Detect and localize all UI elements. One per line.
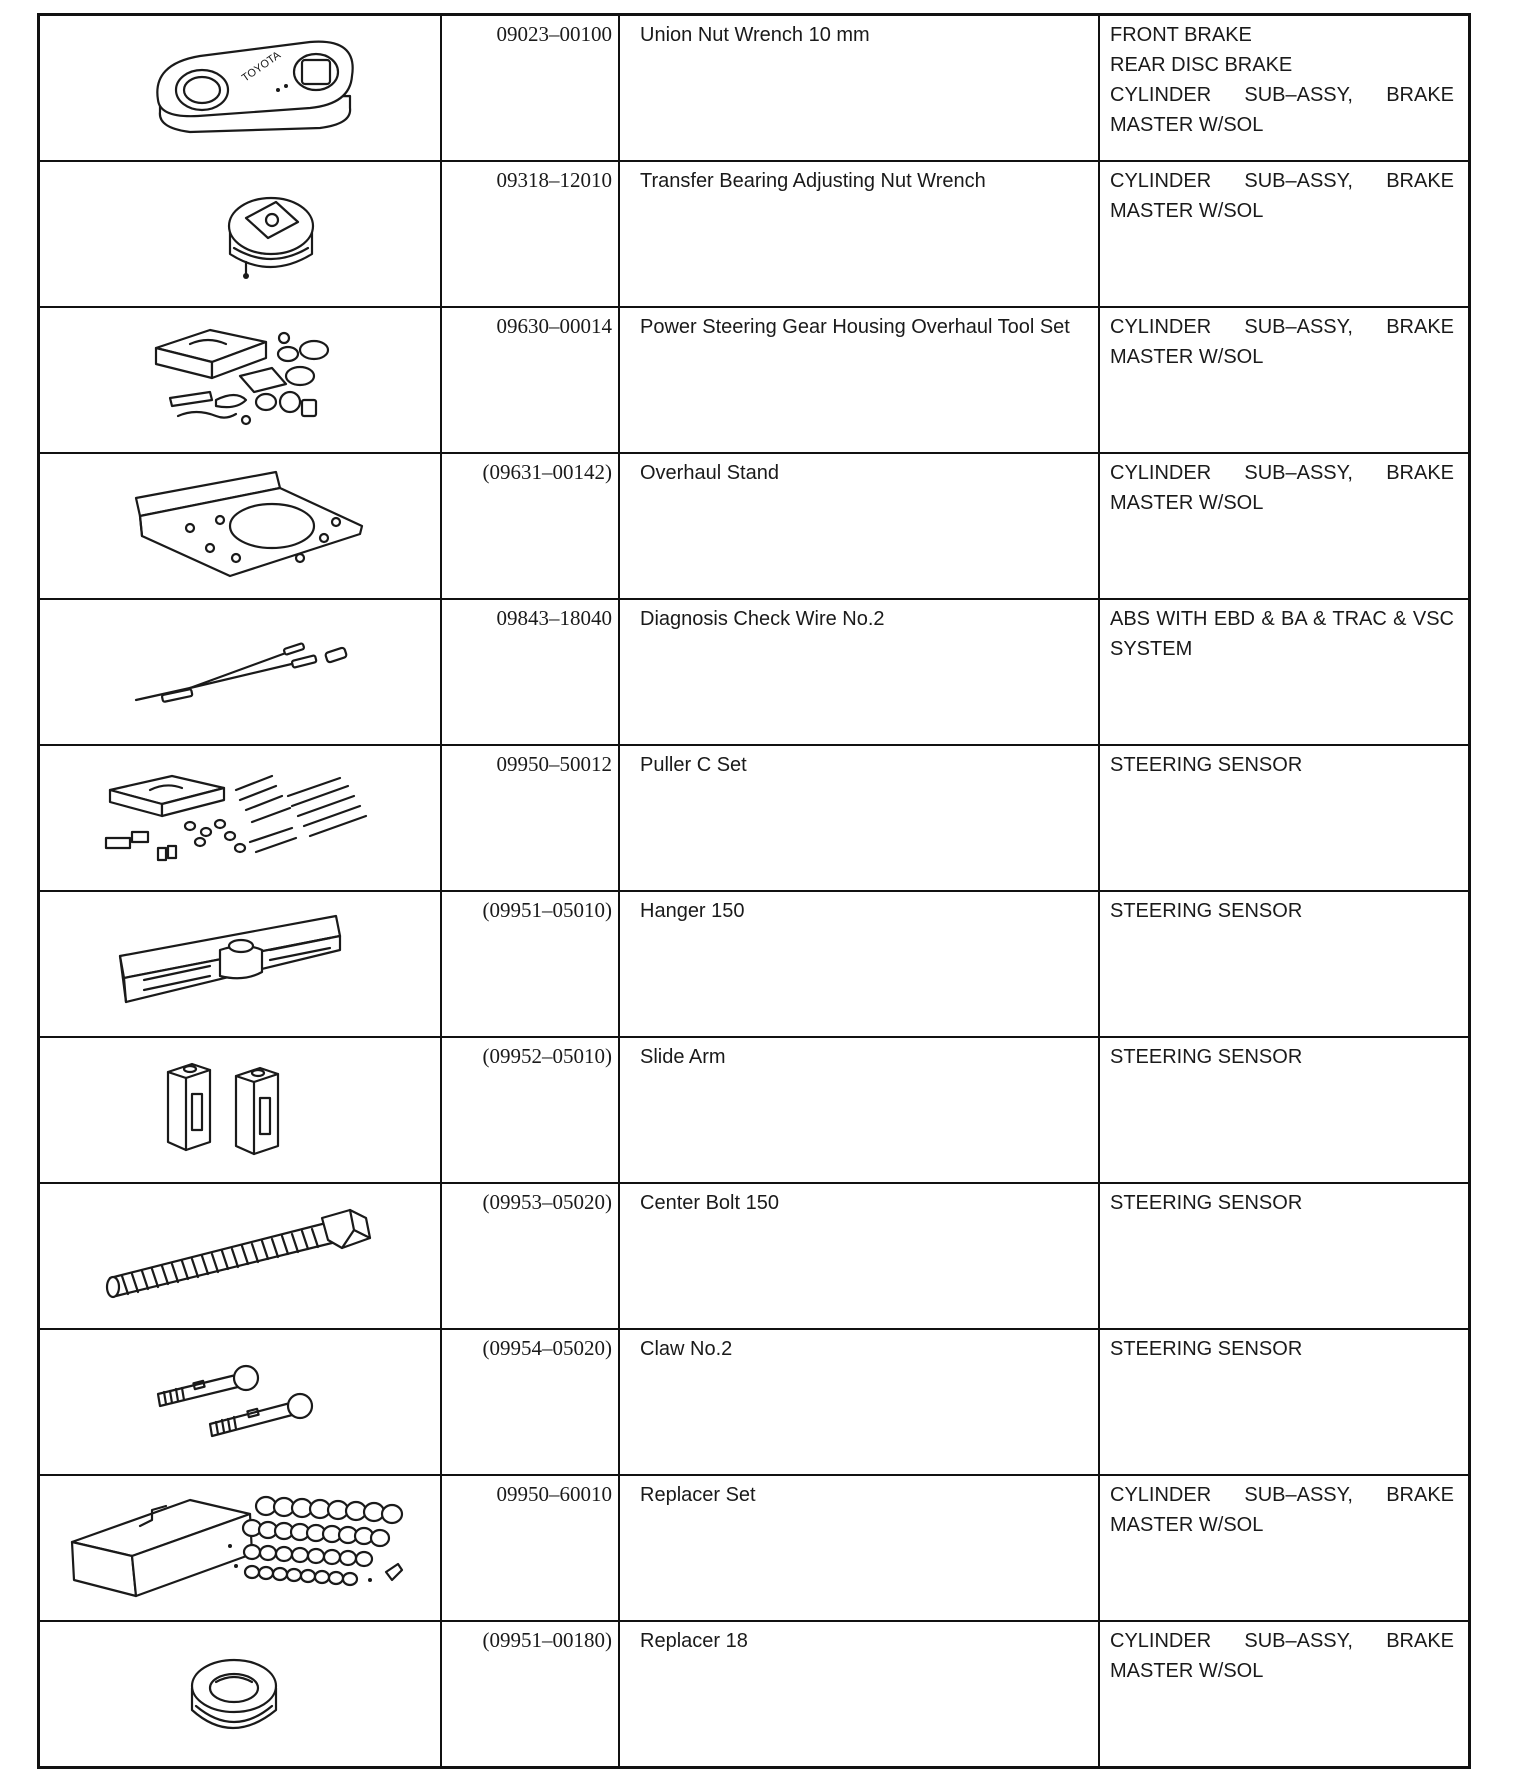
reference-procedure	[1099, 599, 1470, 745]
part-number: 09630–00014	[441, 307, 619, 453]
union-nut-wrench-icon	[40, 16, 440, 154]
tool-illustration	[39, 15, 442, 162]
tool-name: Hanger 150	[619, 891, 1099, 1037]
part-number: (09631–00142)	[441, 453, 619, 599]
reference-line: STEERING SENSOR	[1110, 900, 1303, 922]
part-number: (09951–00180)	[441, 1621, 619, 1768]
table-row	[39, 1475, 1470, 1621]
reference-line: STEERING SENSOR	[1110, 1338, 1303, 1360]
reference-procedure	[1099, 745, 1470, 891]
claw-icon	[40, 1330, 440, 1468]
replacer-set-icon	[40, 1476, 440, 1614]
tool-illustration	[39, 1329, 442, 1475]
part-number: (09952–05010)	[441, 1037, 619, 1183]
reference-procedure	[1099, 1475, 1470, 1621]
reference-procedure	[1099, 453, 1470, 599]
tool-set-case-icon	[40, 308, 440, 446]
tool-name: Diagnosis Check Wire No.2	[619, 599, 1099, 745]
reference-procedure	[1099, 1037, 1470, 1183]
special-service-tools-table	[37, 13, 1471, 1769]
tool-name: Overhaul Stand	[619, 453, 1099, 599]
reference-line: ABS WITH EBD & BA & TRAC & VSC	[1110, 608, 1454, 630]
reference-line: CYLINDER SUB–ASSY, BRAKE	[1110, 1484, 1454, 1506]
reference-line: STEERING SENSOR	[1110, 754, 1303, 776]
reference-line: CYLINDER SUB–ASSY, BRAKE	[1110, 462, 1454, 484]
table-row	[39, 161, 1470, 307]
tool-name: Replacer 18	[619, 1621, 1099, 1768]
part-number: 09950–50012	[441, 745, 619, 891]
tool-illustration	[39, 1183, 442, 1329]
table-row	[39, 891, 1470, 1037]
tool-illustration	[39, 1475, 442, 1621]
table-row	[39, 453, 1470, 599]
tool-name: Puller C Set	[619, 745, 1099, 891]
tool-illustration	[39, 1037, 442, 1183]
tool-name: Slide Arm	[619, 1037, 1099, 1183]
reference-procedure	[1099, 15, 1470, 162]
reference-procedure	[1099, 1183, 1470, 1329]
reference-procedure	[1099, 161, 1470, 307]
check-wire-icon	[40, 600, 440, 738]
tool-name: Replacer Set	[619, 1475, 1099, 1621]
reference-line: CYLINDER SUB–ASSY, BRAKE	[1110, 84, 1454, 106]
reference-line: CYLINDER SUB–ASSY, BRAKE	[1110, 1630, 1454, 1652]
svg-text:TOYOTA: TOYOTA	[239, 49, 283, 85]
table-row	[39, 1183, 1470, 1329]
part-number: 09950–60010	[441, 1475, 619, 1621]
table-row	[39, 599, 1470, 745]
tool-name: Transfer Bearing Adjusting Nut Wrench	[619, 161, 1099, 307]
tool-illustration	[39, 453, 442, 599]
reference-procedure	[1099, 1329, 1470, 1475]
tool-name: Claw No.2	[619, 1329, 1099, 1475]
tool-name: Union Nut Wrench 10 mm	[619, 15, 1099, 162]
tool-illustration	[39, 599, 442, 745]
part-number: (09954–05020)	[441, 1329, 619, 1475]
reference-line: MASTER W/SOL	[1110, 492, 1264, 514]
tool-illustration	[39, 891, 442, 1037]
tool-name: Center Bolt 150	[619, 1183, 1099, 1329]
replacer-ring-icon	[40, 1622, 440, 1760]
part-number: 09843–18040	[441, 599, 619, 745]
table-row	[39, 1037, 1470, 1183]
tool-name: Power Steering Gear Housing Overhaul Tool Set	[619, 307, 1099, 453]
puller-set-icon	[40, 746, 440, 884]
reference-line: MASTER W/SOL	[1110, 200, 1264, 222]
reference-procedure	[1099, 891, 1470, 1037]
hanger-icon	[40, 892, 440, 1030]
part-number: 09318–12010	[441, 161, 619, 307]
reference-line: CYLINDER SUB–ASSY, BRAKE	[1110, 316, 1454, 338]
reference-line: MASTER W/SOL	[1110, 346, 1264, 368]
reference-line: CYLINDER SUB–ASSY, BRAKE	[1110, 170, 1454, 192]
tool-illustration	[39, 307, 442, 453]
reference-line: MASTER W/SOL	[1110, 114, 1264, 136]
reference-procedure	[1099, 307, 1470, 453]
reference-line: MASTER W/SOL	[1110, 1660, 1264, 1682]
tool-illustration	[39, 161, 442, 307]
part-number: (09953–05020)	[441, 1183, 619, 1329]
reference-line: FRONT BRAKE	[1110, 24, 1252, 46]
reference-line: REAR DISC BRAKE	[1110, 54, 1293, 76]
reference-line: STEERING SENSOR	[1110, 1192, 1303, 1214]
tool-illustration	[39, 745, 442, 891]
reference-line: MASTER W/SOL	[1110, 1514, 1264, 1536]
table-row	[39, 15, 1470, 162]
center-bolt-icon	[40, 1184, 440, 1322]
bearing-nut-wrench-icon	[40, 162, 440, 300]
table-row	[39, 307, 1470, 453]
table-row	[39, 745, 1470, 891]
reference-line: STEERING SENSOR	[1110, 1046, 1303, 1068]
overhaul-stand-icon	[40, 454, 440, 592]
part-number: 09023–00100	[441, 15, 619, 162]
slide-arm-icon	[40, 1038, 440, 1176]
part-number: (09951–05010)	[441, 891, 619, 1037]
table-row	[39, 1329, 1470, 1475]
reference-line: SYSTEM	[1110, 638, 1193, 660]
